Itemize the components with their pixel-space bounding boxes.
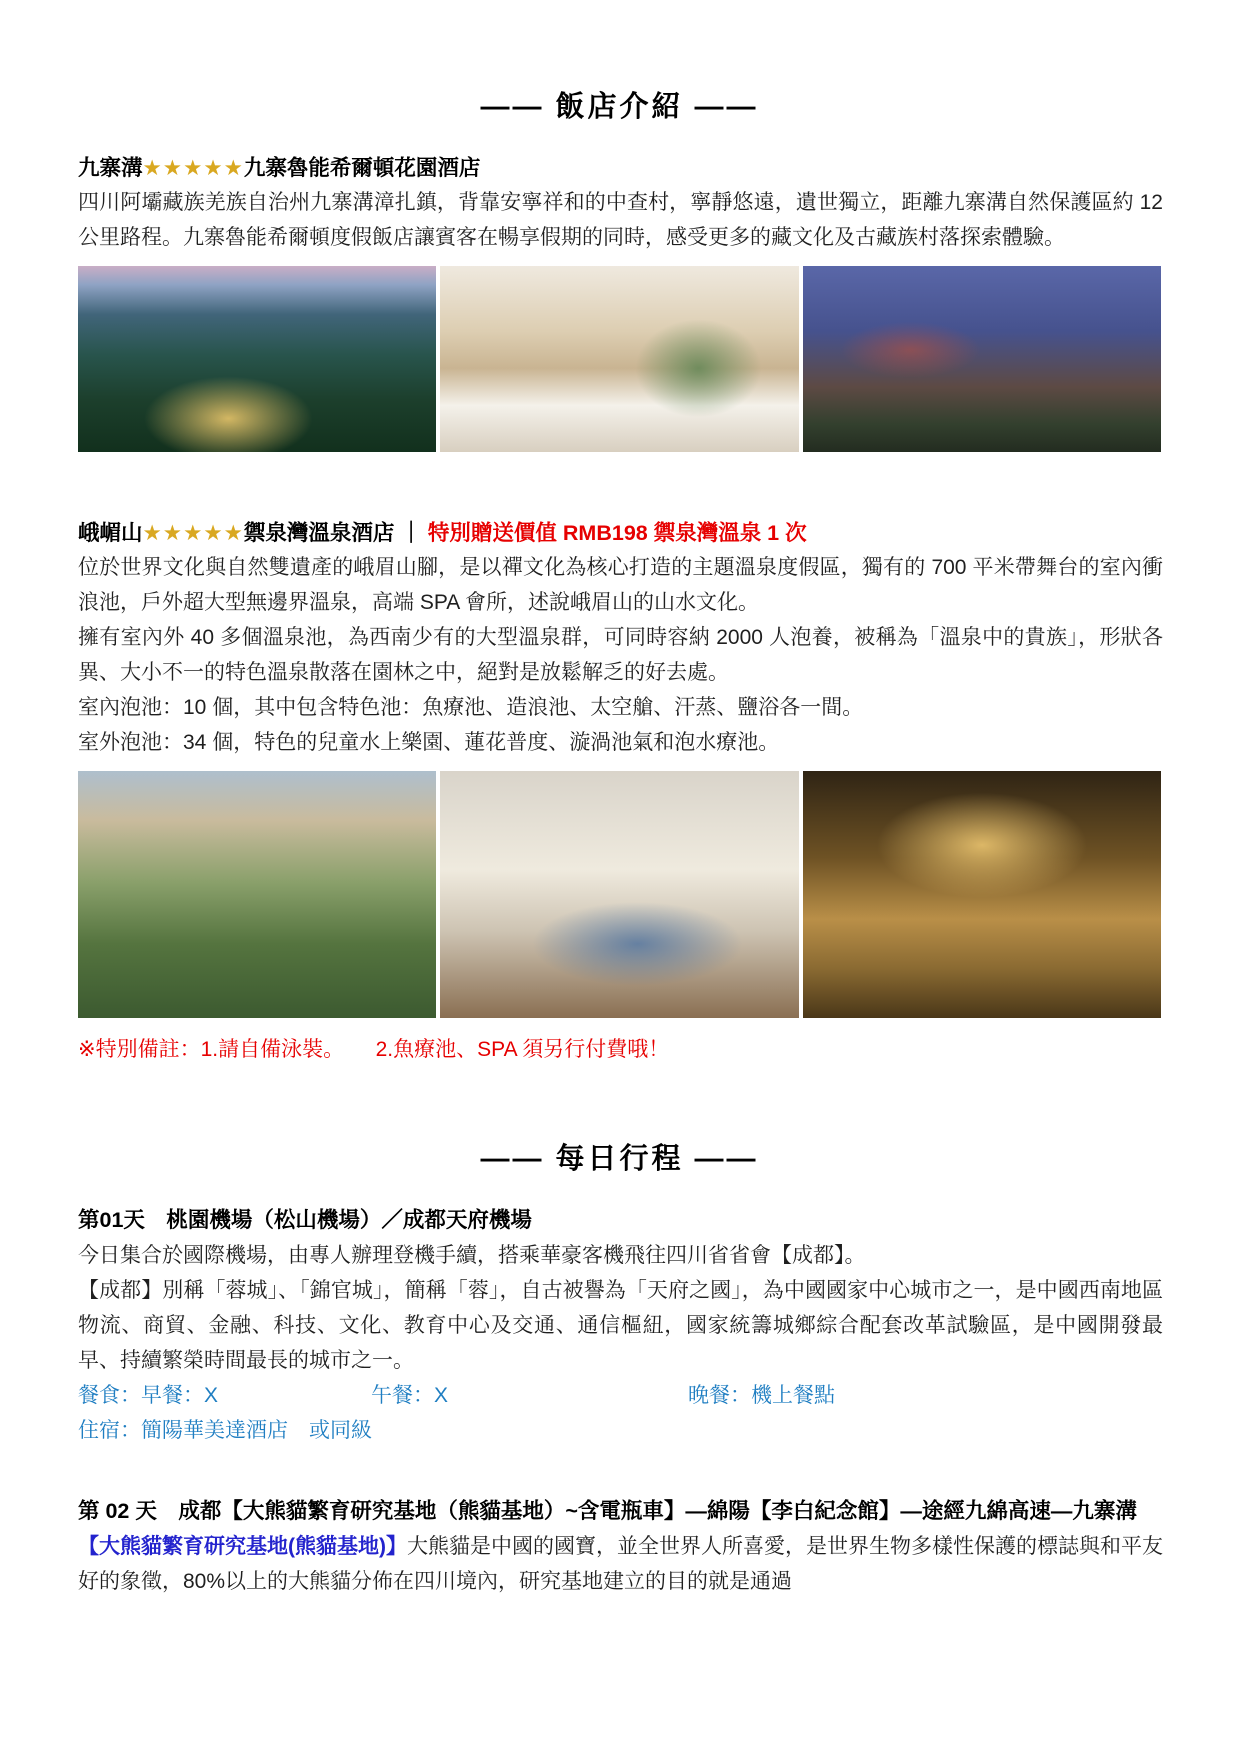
hotel-lobby-night-photo bbox=[803, 771, 1161, 1018]
jiuzhaigou-valley-night-photo bbox=[78, 266, 436, 452]
hotel1-star-rating: ★★★★★ bbox=[142, 156, 244, 180]
section-title-hotels: —— 飯店介紹 —— bbox=[480, 91, 759, 123]
hotel2-paragraph: 室外泡池：34 個，特色的兒童水上樂園、蓮花普度、漩渦池氣和泡水療池。 bbox=[78, 731, 780, 754]
heading-separator: ｜ bbox=[400, 521, 422, 545]
day2-heading: 第 02 天 成都【大熊貓繁育研究基地（熊貓基地）~含電瓶車】—綿陽【李白紀念館】—途經九綿高速—九寨溝 bbox=[78, 1499, 1137, 1523]
hotel2-region: 峨嵋山 bbox=[78, 521, 143, 545]
section-title-daily: —— 每日行程 —— bbox=[480, 1143, 759, 1175]
day1-lunch: 午餐：X bbox=[371, 1384, 449, 1407]
hotel1-description: 四川阿壩藏族羌族自治州九寨溝漳扎鎮，背靠安寧祥和的中查村，寧靜悠遠，遺世獨立，距離九寨溝自然保護區約 12 公里路程。九寨魯能希爾頓度假飯店讓賓客在暢享假期的同時，感受更多的藏文化及古藏族村落探索體驗。 bbox=[78, 191, 1163, 249]
hotel1-photo-strip bbox=[78, 266, 1161, 452]
day1-block bbox=[78, 1203, 1161, 1448]
day1-breakfast: 餐食：早餐：X bbox=[78, 1384, 219, 1407]
hotel2-paragraph: 位於世界文化與自然雙遺產的峨眉山腳，是以禪文化為核心打造的主題溫泉度假區，獨有的 700 平米帶舞台的室內衝浪池，戶外超大型無邊界溫泉，高端 SPA 會所，述說峨眉山的山水文化。 bbox=[78, 556, 1163, 614]
hilton-exterior-night-photo bbox=[803, 266, 1161, 452]
hilton-guestroom-photo bbox=[440, 266, 798, 452]
special-note: ※特別備註：1.請自備泳裝。 2.魚療池、SPA 須另行付費哦！ bbox=[78, 1038, 670, 1061]
day1-description bbox=[78, 1238, 1163, 1378]
day1-dinner: 晚餐：機上餐點 bbox=[688, 1384, 835, 1407]
hotel1-name: 九寨魯能希爾頓花園酒店 bbox=[243, 156, 481, 180]
day2-block bbox=[78, 1494, 1161, 1599]
hotel2-photo-strip bbox=[78, 771, 1161, 1018]
resort-garden-exterior-photo bbox=[78, 771, 436, 1018]
hotel2-heading bbox=[78, 516, 1161, 550]
day1-paragraph: 今日集合於國際機場，由專人辦理登機手續，搭乘華豪客機飛往四川省省會【成都】。 bbox=[78, 1244, 866, 1267]
day1-lodging: 住宿：簡陽華美達酒店 或同級 bbox=[78, 1419, 372, 1442]
hotel1-heading bbox=[78, 151, 1161, 185]
hotel2-paragraph: 室內泡池：10 個，其中包含特色池：魚療池、造浪池、太空艙、汗蒸、鹽浴各一間。 bbox=[78, 696, 864, 719]
twin-bed-room-photo bbox=[440, 771, 798, 1018]
day1-heading: 第01天 桃園機場（松山機場）／成都天府機場 bbox=[78, 1208, 532, 1232]
hotel2-paragraph: 擁有室內外 40 多個溫泉池，為西南少有的大型溫泉群，可同時容納 2000 人泡養，被稱為「溫泉中的貴族」，形狀各異、大小不一的特色溫泉散落在園林之中，絕對是放鬆解乏的好去處。 bbox=[78, 626, 1163, 684]
day1-paragraph: 【成都】別稱「蓉城」、「錦官城」，簡稱「蓉」，自古被譽為「天府之國」，為中國國家中心城市之一，是中國西南地區物流、商貿、金融、科技、文化、教育中心及交通、通信樞紐，國家統籌城鄉綜合配套改革試驗區，是中國開發最早、持續繁榮時間最長的城市之一。 bbox=[78, 1279, 1163, 1372]
hotel2-name: 禦泉灣溫泉酒店 bbox=[243, 521, 395, 545]
hotel2-star-rating: ★★★★★ bbox=[142, 521, 244, 545]
hotel1-region: 九寨溝 bbox=[78, 156, 143, 180]
day2-paragraph: 大熊貓是中國的國寶，並全世界人所喜愛，是世界生物多樣性保護的標誌與和平友好的象徵，80%以上的大熊貓分佈在四川境內，研究基地建立的目的就是通過 bbox=[78, 1535, 1163, 1593]
hotel2-promo-text: 特別贈送價值 RMB198 禦泉灣溫泉 1 次 bbox=[427, 521, 807, 545]
day1-meals-row bbox=[78, 1378, 1161, 1413]
hotel2-description bbox=[78, 550, 1163, 760]
day2-description bbox=[78, 1529, 1163, 1599]
panda-base-label: 【大熊貓繁育研究基地(熊貓基地)】 bbox=[78, 1535, 407, 1558]
